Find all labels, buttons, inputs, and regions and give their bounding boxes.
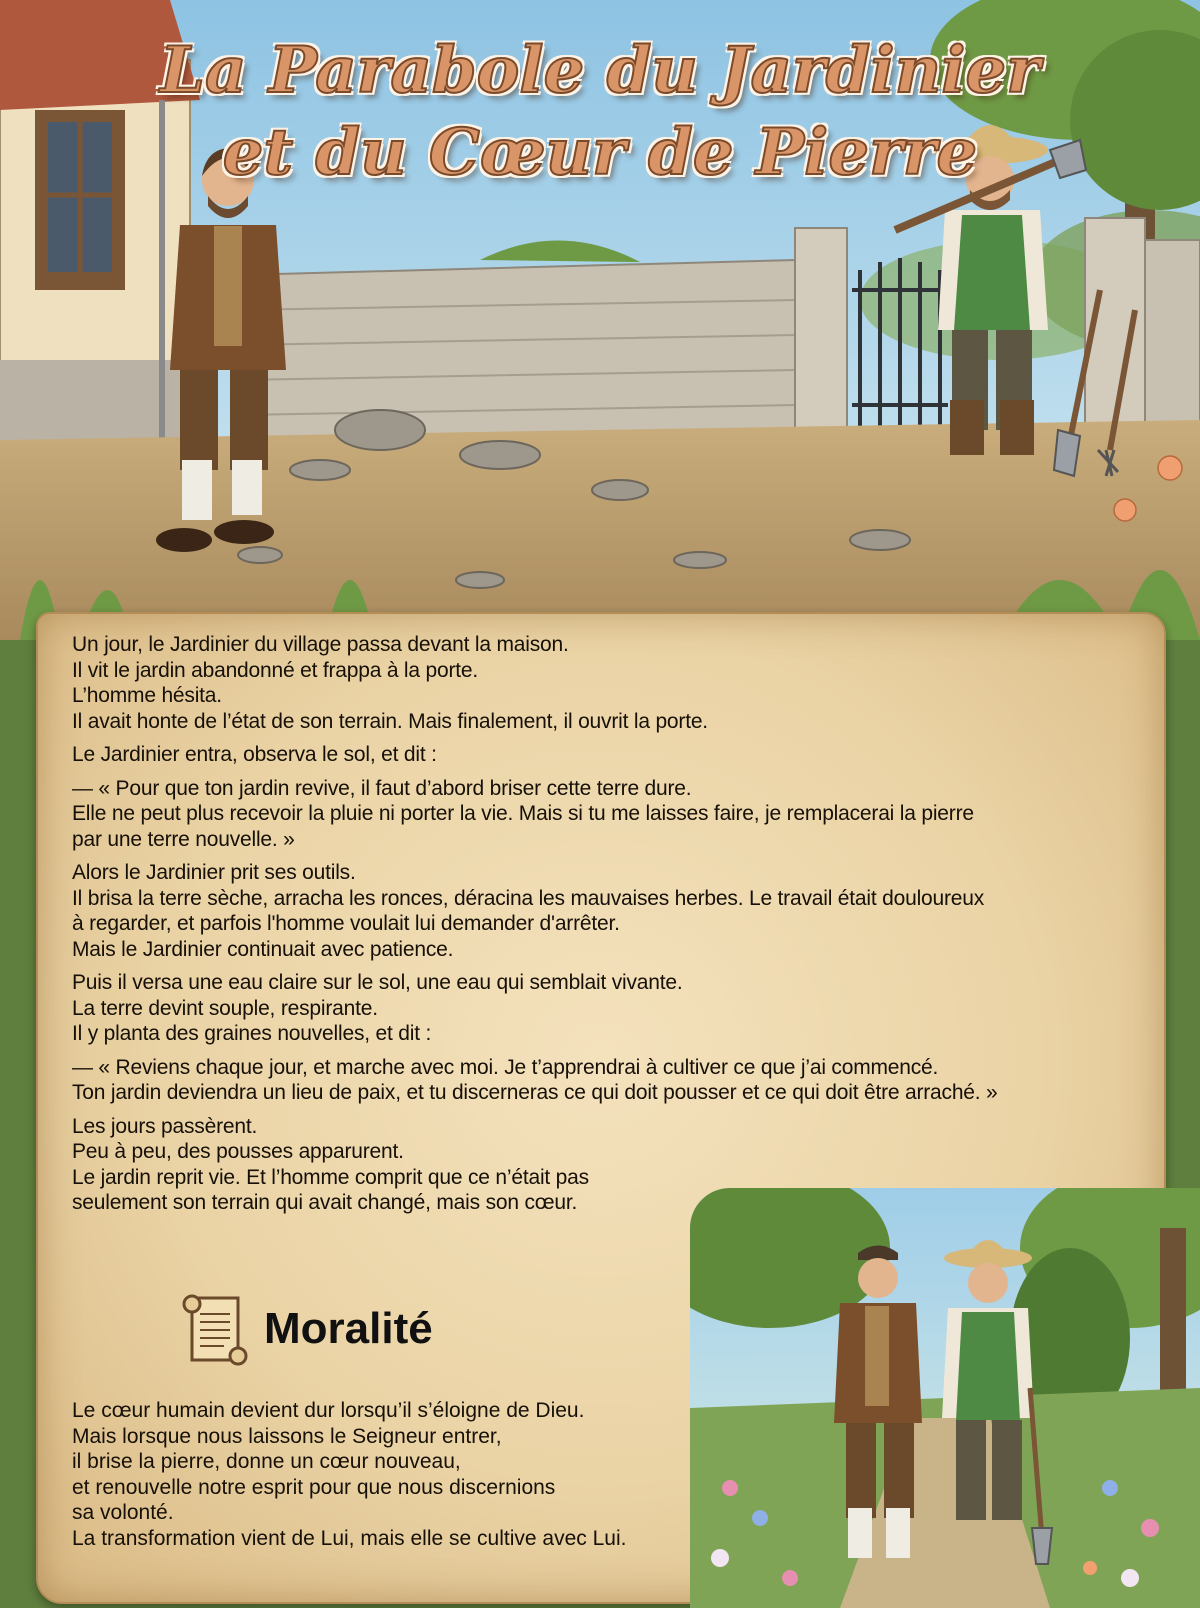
bottom-illustration bbox=[690, 1188, 1200, 1608]
moral-line: et renouvelle notre esprit pour que nous discernions bbox=[72, 1475, 556, 1499]
moral-heading bbox=[178, 1290, 433, 1368]
garden-scene-after bbox=[690, 1188, 1200, 1608]
story-line: Puis il versa une eau claire sur le sol, une eau qui semblait vivante. bbox=[72, 971, 683, 994]
page-title bbox=[0, 30, 1200, 194]
story-line: — « Pour que ton jardin revive, il faut d’abord briser cette terre dure. bbox=[72, 776, 692, 800]
moral-line: sa volonté. bbox=[72, 1501, 174, 1524]
story-paragraph bbox=[72, 776, 1132, 853]
story-line: Peu à peu, des pousses apparurent. bbox=[72, 1140, 404, 1163]
title-line-1: La Parabole du Jardinier bbox=[160, 33, 1040, 108]
story-line: Il brisa la terre sèche, arracha les ronces, déracina les mauvaises herbes. Le travail était douloureux bbox=[72, 886, 985, 910]
story-line: Les jours passèrent. bbox=[72, 1114, 258, 1138]
moral-title: Moralité bbox=[264, 1304, 433, 1353]
story-paragraph bbox=[72, 860, 1132, 962]
story-line: Le Jardinier entra, observa le sol, et dit : bbox=[72, 743, 437, 766]
title-line-2: et du Cœur de Pierre bbox=[222, 115, 978, 190]
story-paragraph bbox=[72, 1055, 1132, 1106]
moral-line: Mais lorsque nous laissons le Seigneur entrer, bbox=[72, 1424, 502, 1448]
moral-text bbox=[72, 1398, 692, 1551]
moral-line: il brise la pierre, donne un cœur nouveau, bbox=[72, 1450, 461, 1473]
story-line: — « Reviens chaque jour, et marche avec moi. Je t’apprendrai à cultiver ce que j’ai commencé. bbox=[72, 1055, 939, 1079]
moral-line: Le cœur humain devient dur lorsqu’il s’éloigne de Dieu. bbox=[72, 1399, 585, 1422]
story-line: Il y planta des graines nouvelles, et dit : bbox=[72, 1022, 432, 1045]
story-line: Le jardin reprit vie. Et l’homme comprit que ce n’était pas bbox=[72, 1165, 589, 1189]
story-line: La terre devint souple, respirante. bbox=[72, 996, 378, 1020]
story-line: Il vit le jardin abandonné et frappa à la porte. bbox=[72, 658, 479, 682]
story-line: Mais le Jardinier continuait avec patience. bbox=[72, 937, 454, 961]
story-text bbox=[72, 632, 1132, 1224]
story-paragraph bbox=[72, 632, 1132, 734]
story-line: Elle ne peut plus recevoir la pluie ni porter la vie. Mais si tu me laisses faire, je remplacerai la pierre bbox=[72, 802, 974, 825]
story-line: Il avait honte de l’état de son terrain. Mais finalement, il ouvrit la porte. bbox=[72, 709, 708, 733]
scroll-icon bbox=[178, 1290, 250, 1368]
story-line: Ton jardin deviendra un lieu de paix, et tu discerneras ce qui doit pousser et ce qui doit être arraché. » bbox=[72, 1081, 998, 1104]
story-line: Un jour, le Jardinier du village passa devant la maison. bbox=[72, 633, 569, 656]
story-line: L’homme hésita. bbox=[72, 684, 222, 707]
story-line: à regarder, et parfois l'homme voulait lui demander d'arrêter. bbox=[72, 912, 620, 935]
story-paragraph bbox=[72, 742, 1132, 768]
story-line: Alors le Jardinier prit ses outils. bbox=[72, 861, 356, 884]
story-line: par une terre nouvelle. » bbox=[72, 827, 295, 851]
moral-line: La transformation vient de Lui, mais elle se cultive avec Lui. bbox=[72, 1526, 627, 1550]
story-line: seulement son terrain qui avait changé, mais son cœur. bbox=[72, 1191, 578, 1214]
story-paragraph bbox=[72, 970, 1132, 1047]
